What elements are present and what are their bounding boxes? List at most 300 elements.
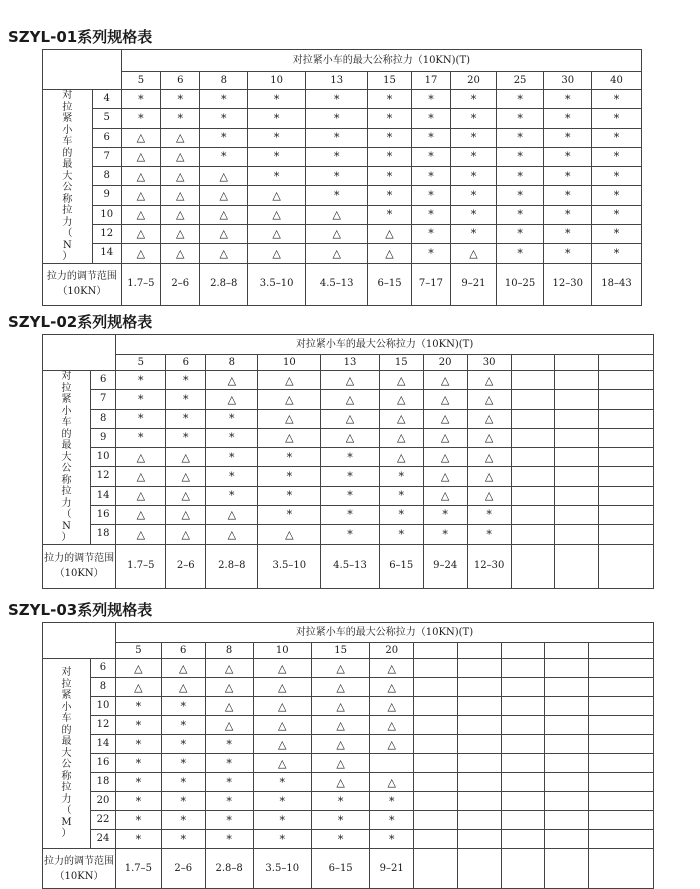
table-cell [545, 754, 589, 773]
range-cell [599, 544, 654, 588]
table-cell: △ [467, 486, 511, 505]
table-cell: * [115, 811, 161, 830]
row-group-label-char: 最 [61, 440, 72, 451]
table-cell: △ [205, 678, 253, 697]
row-label: 12 [91, 467, 116, 486]
table-cell: * [161, 716, 205, 735]
table-cell: * [161, 735, 205, 754]
range-cell: 12–30 [467, 544, 511, 588]
row-group-label [43, 659, 91, 849]
table-cell: * [205, 754, 253, 773]
table-cell: * [115, 716, 161, 735]
table-cell: * [321, 525, 380, 544]
table-cell [457, 678, 501, 697]
row-group-label-char: ） [61, 828, 72, 840]
table-cell: △ [206, 525, 258, 544]
range-cell: 2.8–8 [200, 263, 248, 305]
row-group-label-char: 紧 [61, 394, 72, 405]
table-cell [599, 371, 654, 390]
table-cell [555, 525, 599, 544]
row-group-label-char: N [62, 239, 72, 251]
range-cell [589, 849, 654, 889]
table-cell: △ [115, 659, 161, 678]
row-group-label-char: 对 [61, 667, 72, 679]
table-cell: * [161, 697, 205, 716]
table-cell: △ [467, 467, 511, 486]
row-label: 4 [92, 90, 121, 109]
corner-cell [43, 335, 116, 371]
table-cell [414, 830, 458, 849]
range-cell: 2–6 [161, 263, 200, 305]
table-cell: * [411, 128, 450, 147]
column-header: 17 [411, 72, 450, 90]
column-header: 15 [368, 72, 412, 90]
table-cell: △ [116, 467, 166, 486]
table-cell: * [311, 830, 369, 849]
table-cell [501, 811, 545, 830]
table-cell: * [115, 735, 161, 754]
table-cell: * [258, 448, 321, 467]
table-cell: * [321, 448, 380, 467]
table-cell: △ [379, 409, 423, 428]
range-cell: 4.5–13 [321, 544, 380, 588]
table-cell [414, 773, 458, 792]
table-cell: △ [248, 244, 306, 263]
table-cell [555, 448, 599, 467]
range-cell: 6–15 [311, 849, 369, 889]
table-cell [501, 659, 545, 678]
table-cell [414, 735, 458, 754]
row-group-label-char: ） [61, 532, 72, 543]
table-cell: * [451, 167, 497, 186]
table-cell: * [206, 467, 258, 486]
table-cell: * [379, 525, 423, 544]
row-group-label-char: 小 [61, 701, 72, 713]
table-cell: * [592, 186, 642, 205]
range-cell: 18–43 [592, 263, 642, 305]
row-label: 8 [90, 678, 115, 697]
table-cell: △ [253, 716, 311, 735]
row-label: 12 [90, 716, 115, 735]
table-cell: * [115, 830, 161, 849]
table-cell: △ [379, 448, 423, 467]
row-group-label-char: 公 [61, 463, 72, 474]
table-cell: * [544, 244, 592, 263]
row-label: 9 [91, 428, 116, 447]
table-cell [511, 486, 555, 505]
table-cell: △ [166, 486, 206, 505]
table-cell: △ [253, 754, 311, 773]
table-cell: △ [200, 205, 248, 224]
range-cell [555, 544, 599, 588]
table-cell [545, 792, 589, 811]
table-cell: * [306, 147, 368, 166]
table-cell: △ [311, 716, 369, 735]
column-header: 40 [592, 72, 642, 90]
table-cell: △ [423, 371, 467, 390]
table-cell: * [206, 486, 258, 505]
table-cell: * [411, 244, 450, 263]
table-cell: * [496, 224, 544, 243]
table-cell: △ [467, 428, 511, 447]
range-cell: 2–6 [166, 544, 206, 588]
table-cell [545, 659, 589, 678]
row-group-label-char: M [61, 816, 72, 828]
table-cell [511, 448, 555, 467]
header-caption: 对拉紧小车的最大公称拉力（10KN)(T) [115, 623, 653, 643]
table-cell: * [592, 128, 642, 147]
row-group-label-char: 的 [62, 147, 73, 159]
range-cell: 1.7–5 [121, 263, 160, 305]
table-cell: * [423, 525, 467, 544]
table-cell: △ [467, 390, 511, 409]
table-cell: * [115, 792, 161, 811]
range-label: 拉力的调节范围（10KN） [43, 849, 116, 889]
table-cell: △ [116, 448, 166, 467]
range-cell: 10–25 [496, 263, 544, 305]
table-cell: * [379, 467, 423, 486]
table-cell: * [258, 486, 321, 505]
range-cell: 1.7–5 [116, 544, 166, 588]
table-cell: △ [423, 390, 467, 409]
table-cell: * [258, 505, 321, 524]
range-cell [501, 849, 545, 889]
range-cell: 6–15 [368, 263, 412, 305]
table-cell: △ [115, 678, 161, 697]
table-cell: △ [121, 186, 160, 205]
row-group-label-char: 力 [62, 216, 73, 228]
row-group-label-char: 称 [61, 770, 72, 782]
table-cell [599, 409, 654, 428]
range-cell [414, 849, 458, 889]
column-header: 8 [206, 355, 258, 371]
table-cell: △ [200, 186, 248, 205]
row-group-label-char: 力 [61, 793, 72, 805]
row-group-label-char: 小 [61, 405, 72, 417]
table-cell: * [166, 390, 206, 409]
column-header: 5 [115, 643, 161, 659]
column-header: 15 [379, 355, 423, 371]
table-cell: * [161, 811, 205, 830]
table-cell: △ [451, 244, 497, 263]
table-cell: * [368, 205, 412, 224]
table-cell [589, 659, 654, 678]
row-label: 5 [92, 109, 121, 128]
range-cell: 1.7–5 [115, 849, 161, 889]
table-cell: △ [258, 428, 321, 447]
row-label: 8 [92, 167, 121, 186]
table-cell [414, 792, 458, 811]
table-cell [457, 735, 501, 754]
table-3-title: SZYL-03系列规格表 [8, 601, 153, 619]
table-cell: * [306, 90, 368, 109]
table-cell [457, 754, 501, 773]
row-label: 12 [92, 224, 121, 243]
table-cell: △ [116, 525, 166, 544]
table-cell: * [592, 224, 642, 243]
table-cell: * [451, 186, 497, 205]
row-label: 18 [90, 773, 115, 792]
column-header: 8 [200, 72, 248, 90]
table-cell [511, 467, 555, 486]
table-cell [414, 754, 458, 773]
range-cell: 6–15 [379, 544, 423, 588]
row-label: 16 [91, 505, 116, 524]
table-cell [414, 659, 458, 678]
table-cell: * [166, 409, 206, 428]
header-caption: 对拉紧小车的最大公称拉力（10KN)(T) [116, 335, 654, 355]
table-cell: * [411, 109, 450, 128]
table-cell [589, 811, 654, 830]
table-cell: * [200, 147, 248, 166]
table-cell [501, 678, 545, 697]
row-label: 9 [92, 186, 121, 205]
table-cell: * [121, 109, 160, 128]
table-cell: △ [321, 428, 380, 447]
row-group-label-char: 公 [62, 182, 73, 193]
table-cell [511, 371, 555, 390]
table-cell [511, 390, 555, 409]
table-cell: △ [306, 244, 368, 263]
table-cell: * [200, 90, 248, 109]
spec-table-szyl-01 [42, 49, 642, 306]
table-cell: △ [258, 409, 321, 428]
table-cell: * [451, 205, 497, 224]
table-cell: * [248, 128, 306, 147]
table-cell: △ [423, 409, 467, 428]
column-header [599, 355, 654, 371]
row-label: 22 [90, 811, 115, 830]
table-cell: * [115, 754, 161, 773]
table-cell [555, 409, 599, 428]
table-cell: * [451, 90, 497, 109]
table-cell: * [166, 371, 206, 390]
row-group-label-char: 拉 [62, 101, 73, 113]
table-cell: * [368, 147, 412, 166]
table-cell: * [205, 735, 253, 754]
row-group-label-char: 拉 [62, 205, 73, 216]
row-label: 10 [90, 697, 115, 716]
table-2-title: SZYL-02系列规格表 [8, 313, 153, 331]
table-cell: △ [206, 371, 258, 390]
row-label: 24 [90, 830, 115, 849]
table-cell: △ [423, 448, 467, 467]
row-group-label-char: 公 [61, 759, 72, 771]
row-group-label-char: （ [61, 509, 72, 520]
table-cell: △ [161, 128, 200, 147]
header-caption: 对拉紧小车的最大公称拉力（10KN)(T) [121, 50, 641, 72]
row-group-label-char: 力 [61, 497, 72, 509]
column-header: 20 [451, 72, 497, 90]
table-cell [457, 773, 501, 792]
table-cell: * [161, 109, 200, 128]
range-cell: 2.8–8 [206, 544, 258, 588]
row-label: 6 [90, 659, 115, 678]
table-cell: △ [205, 697, 253, 716]
table-cell [555, 428, 599, 447]
table-cell [599, 428, 654, 447]
table-cell: △ [368, 224, 412, 243]
table-cell: * [370, 830, 414, 849]
table-cell: * [496, 186, 544, 205]
column-header: 10 [248, 72, 306, 90]
table-cell [501, 697, 545, 716]
table-cell: △ [121, 244, 160, 263]
table-cell [545, 811, 589, 830]
table-cell: △ [423, 428, 467, 447]
table-cell: * [161, 773, 205, 792]
table-cell: * [544, 186, 592, 205]
row-label: 8 [91, 409, 116, 428]
table-cell [555, 371, 599, 390]
table-cell: * [411, 167, 450, 186]
range-cell: 2.8–8 [205, 849, 253, 889]
table-cell: △ [161, 244, 200, 263]
row-label: 16 [90, 754, 115, 773]
table-cell: △ [258, 525, 321, 544]
table-cell: * [306, 186, 368, 205]
table-cell: * [248, 167, 306, 186]
table-cell: △ [306, 205, 368, 224]
table-cell [414, 716, 458, 735]
range-cell: 2–6 [161, 849, 205, 889]
table-cell: * [544, 109, 592, 128]
table-cell: * [161, 830, 205, 849]
table-cell: △ [161, 224, 200, 243]
row-group-label [43, 371, 91, 545]
table-cell [599, 448, 654, 467]
table-cell: * [411, 205, 450, 224]
table-cell: * [370, 792, 414, 811]
table-cell [589, 792, 654, 811]
table-cell: △ [253, 678, 311, 697]
column-header: 25 [496, 72, 544, 90]
table-cell: * [467, 505, 511, 524]
column-header: 8 [205, 643, 253, 659]
table-cell: * [248, 90, 306, 109]
column-header: 6 [161, 643, 205, 659]
table-cell: * [306, 167, 368, 186]
table-cell: * [200, 109, 248, 128]
table-cell: * [370, 811, 414, 830]
table-cell: △ [368, 244, 412, 263]
row-group-label-char: 大 [62, 170, 73, 182]
table-cell: * [368, 186, 412, 205]
row-label: 10 [91, 448, 116, 467]
table-cell [511, 505, 555, 524]
table-cell: * [379, 486, 423, 505]
table-cell: △ [166, 525, 206, 544]
table-cell: * [368, 167, 412, 186]
table-cell [555, 486, 599, 505]
table-cell: * [379, 505, 423, 524]
row-group-label-char: 对 [61, 371, 72, 382]
table-cell: △ [311, 678, 369, 697]
table-cell [599, 467, 654, 486]
row-label: 14 [91, 486, 116, 505]
table-cell: △ [379, 390, 423, 409]
table-cell: * [544, 167, 592, 186]
table-cell: △ [379, 371, 423, 390]
corner-cell [43, 50, 122, 90]
table-cell: * [248, 109, 306, 128]
table-cell: △ [206, 390, 258, 409]
row-group-label-char: 称 [61, 474, 72, 486]
table-cell [545, 716, 589, 735]
table-cell: * [544, 90, 592, 109]
row-group-label-char: 的 [61, 724, 72, 736]
table-cell [511, 525, 555, 544]
table-cell: * [116, 371, 166, 390]
row-label: 20 [90, 792, 115, 811]
table-cell: △ [311, 697, 369, 716]
table-cell [545, 735, 589, 754]
column-header [501, 643, 545, 659]
row-group-label-char: 最 [62, 159, 73, 170]
table-cell [501, 754, 545, 773]
table-cell: * [115, 697, 161, 716]
table-cell: △ [370, 735, 414, 754]
table-cell: △ [166, 505, 206, 524]
range-cell: 3.5–10 [253, 849, 311, 889]
table-cell: △ [253, 659, 311, 678]
column-header [589, 643, 654, 659]
table-cell [545, 830, 589, 849]
row-group-label-char: 车 [62, 136, 73, 147]
table-cell: * [496, 147, 544, 166]
table-cell: △ [321, 390, 380, 409]
table-cell [511, 428, 555, 447]
table-cell: △ [311, 773, 369, 792]
table-cell: △ [248, 224, 306, 243]
table-1-title: SZYL-01系列规格表 [8, 28, 153, 46]
table-cell [545, 697, 589, 716]
row-label: 14 [90, 735, 115, 754]
table-cell: * [544, 224, 592, 243]
table-cell: * [592, 167, 642, 186]
table-cell [589, 697, 654, 716]
table-cell: * [496, 244, 544, 263]
table-cell: * [496, 128, 544, 147]
table-cell: △ [121, 147, 160, 166]
table-cell: △ [423, 486, 467, 505]
row-group-label [43, 90, 93, 264]
table-cell [511, 409, 555, 428]
table-cell [589, 735, 654, 754]
row-group-label-char: 拉 [61, 678, 72, 690]
table-cell: * [115, 773, 161, 792]
table-cell: △ [121, 224, 160, 243]
table-cell: * [205, 811, 253, 830]
table-cell [599, 525, 654, 544]
table-cell [457, 830, 501, 849]
table-cell: △ [161, 205, 200, 224]
table-cell: * [451, 147, 497, 166]
range-cell: 7–17 [411, 263, 450, 305]
table-cell: △ [200, 244, 248, 263]
table-cell [501, 716, 545, 735]
table-cell [457, 697, 501, 716]
row-group-label-char: 紧 [61, 690, 72, 702]
table-cell: △ [116, 505, 166, 524]
column-header: 20 [423, 355, 467, 371]
table-cell: △ [166, 467, 206, 486]
table-cell: △ [311, 735, 369, 754]
table-cell [501, 792, 545, 811]
table-cell: * [451, 109, 497, 128]
row-label: 6 [91, 371, 116, 390]
table-cell: * [592, 244, 642, 263]
